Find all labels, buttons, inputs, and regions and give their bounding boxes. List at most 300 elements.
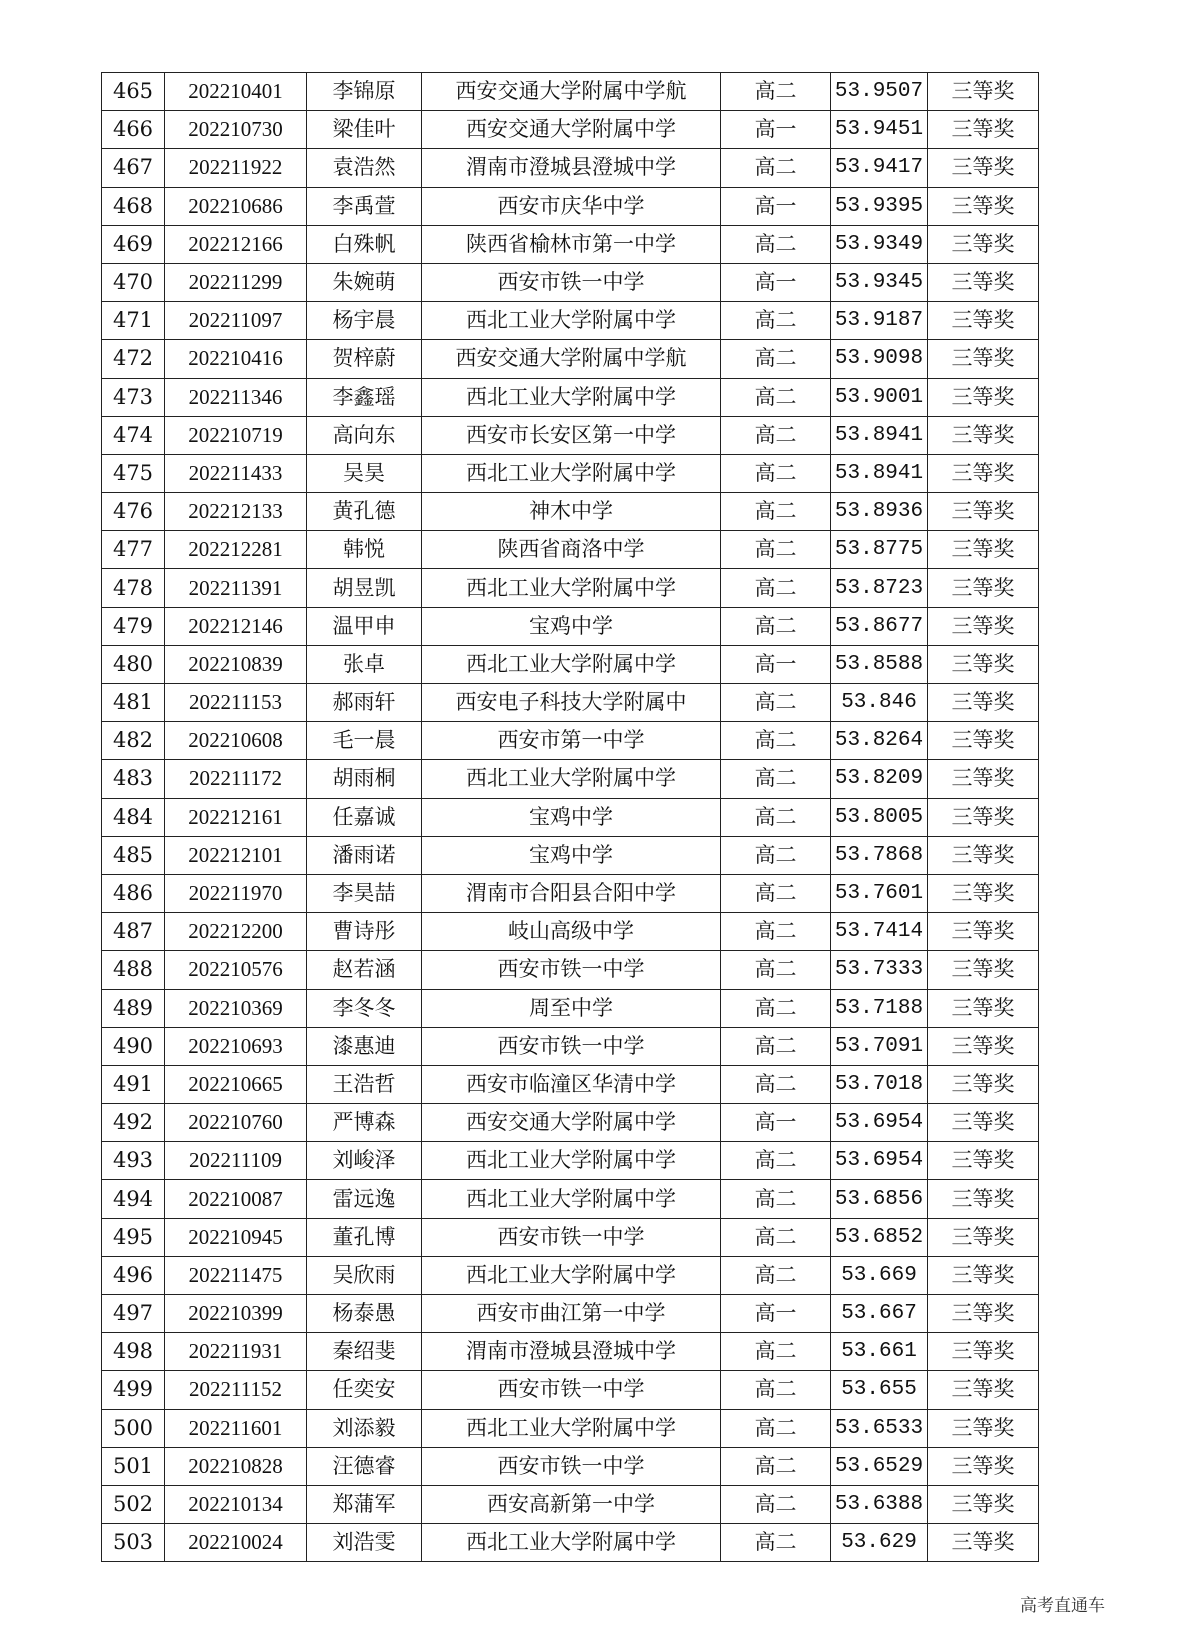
grade-cell: 高二: [721, 73, 831, 111]
rank-cell: 479: [102, 607, 165, 645]
table-row: [102, 722, 1039, 760]
student-id-cell: 202211970: [165, 874, 307, 912]
student-id-cell: 202210134: [165, 1485, 307, 1523]
watermark-label: 高考直通车: [1020, 1596, 1105, 1616]
school-cell: 宝鸡中学: [422, 836, 721, 874]
table-row: [102, 1180, 1039, 1218]
school-cell: 西北工业大学附属中学: [422, 378, 721, 416]
grade-cell: 高一: [721, 111, 831, 149]
rank-cell: 501: [102, 1447, 165, 1485]
student-name-cell: 吴欣雨: [307, 1256, 422, 1294]
school-cell: 西安市铁一中学: [422, 1371, 721, 1409]
student-id-cell: 202211152: [165, 1371, 307, 1409]
student-id-cell: 202210399: [165, 1295, 307, 1333]
student-name-cell: 刘浩雯: [307, 1524, 422, 1562]
grade-cell: 高二: [721, 1524, 831, 1562]
award-cell: 三等奖: [928, 225, 1039, 263]
student-id-cell: 202210401: [165, 73, 307, 111]
student-id-cell: 202212166: [165, 225, 307, 263]
table-row: [102, 1295, 1039, 1333]
student-id-cell: 202211299: [165, 263, 307, 301]
score-cell: 53.7091: [831, 1027, 928, 1065]
rank-cell: 483: [102, 760, 165, 798]
grade-cell: 高二: [721, 1027, 831, 1065]
student-id-cell: 202210024: [165, 1524, 307, 1562]
table-row: [102, 951, 1039, 989]
school-cell: 西安市临潼区华清中学: [422, 1065, 721, 1103]
score-cell: 53.9345: [831, 263, 928, 301]
score-cell: 53.661: [831, 1333, 928, 1371]
rank-cell: 500: [102, 1409, 165, 1447]
student-id-cell: 202210608: [165, 722, 307, 760]
school-cell: 陕西省商洛中学: [422, 531, 721, 569]
award-cell: 三等奖: [928, 836, 1039, 874]
table-row: [102, 1524, 1039, 1562]
award-cell: 三等奖: [928, 378, 1039, 416]
score-cell: 53.6856: [831, 1180, 928, 1218]
school-cell: 西安市长安区第一中学: [422, 416, 721, 454]
school-cell: 西北工业大学附属中学: [422, 454, 721, 492]
grade-cell: 高二: [721, 1409, 831, 1447]
school-cell: 西安市铁一中学: [422, 1027, 721, 1065]
award-cell: 三等奖: [928, 989, 1039, 1027]
student-name-cell: 郑蒲军: [307, 1485, 422, 1523]
rank-cell: 473: [102, 378, 165, 416]
student-id-cell: 202212161: [165, 798, 307, 836]
school-cell: 西安市铁一中学: [422, 1447, 721, 1485]
rank-cell: 487: [102, 913, 165, 951]
award-cell: 三等奖: [928, 416, 1039, 454]
award-cell: 三等奖: [928, 1104, 1039, 1142]
grade-cell: 高二: [721, 1180, 831, 1218]
score-cell: 53.8677: [831, 607, 928, 645]
award-cell: 三等奖: [928, 569, 1039, 607]
student-name-cell: 刘添毅: [307, 1409, 422, 1447]
award-cell: 三等奖: [928, 798, 1039, 836]
table-row: [102, 645, 1039, 683]
rank-cell: 484: [102, 798, 165, 836]
grade-cell: 高二: [721, 722, 831, 760]
award-cell: 三等奖: [928, 302, 1039, 340]
rank-cell: 470: [102, 263, 165, 301]
table-row: [102, 1333, 1039, 1371]
rank-cell: 502: [102, 1485, 165, 1523]
award-cell: 三等奖: [928, 1218, 1039, 1256]
grade-cell: 高二: [721, 493, 831, 531]
student-id-cell: 202210686: [165, 187, 307, 225]
table-row: [102, 149, 1039, 187]
student-name-cell: 毛一晨: [307, 722, 422, 760]
award-cell: 三等奖: [928, 913, 1039, 951]
student-name-cell: 朱婉萌: [307, 263, 422, 301]
student-name-cell: 袁浩然: [307, 149, 422, 187]
score-cell: 53.9001: [831, 378, 928, 416]
school-cell: 渭南市澄城县澄城中学: [422, 1333, 721, 1371]
student-name-cell: 雷远逸: [307, 1180, 422, 1218]
student-id-cell: 202210693: [165, 1027, 307, 1065]
award-cell: 三等奖: [928, 1256, 1039, 1294]
score-cell: 53.9451: [831, 111, 928, 149]
student-name-cell: 潘雨诺: [307, 836, 422, 874]
grade-cell: 高二: [721, 1447, 831, 1485]
rank-cell: 497: [102, 1295, 165, 1333]
rank-cell: 489: [102, 989, 165, 1027]
student-name-cell: 杨泰愚: [307, 1295, 422, 1333]
school-cell: 西安市第一中学: [422, 722, 721, 760]
student-name-cell: 李昊喆: [307, 874, 422, 912]
school-cell: 西北工业大学附属中学: [422, 302, 721, 340]
student-name-cell: 任嘉诚: [307, 798, 422, 836]
award-cell: 三等奖: [928, 1142, 1039, 1180]
score-cell: 53.669: [831, 1256, 928, 1294]
grade-cell: 高二: [721, 340, 831, 378]
student-id-cell: 202212281: [165, 531, 307, 569]
student-id-cell: 202212133: [165, 493, 307, 531]
table-row: [102, 1447, 1039, 1485]
school-cell: 周至中学: [422, 989, 721, 1027]
award-cell: 三等奖: [928, 149, 1039, 187]
school-cell: 西安交通大学附属中学: [422, 1104, 721, 1142]
grade-cell: 高二: [721, 302, 831, 340]
award-cell: 三等奖: [928, 493, 1039, 531]
score-cell: 53.8941: [831, 454, 928, 492]
grade-cell: 高一: [721, 1104, 831, 1142]
student-name-cell: 王浩哲: [307, 1065, 422, 1103]
rank-cell: 466: [102, 111, 165, 149]
table-row: [102, 1409, 1039, 1447]
school-cell: 渭南市合阳县合阳中学: [422, 874, 721, 912]
table-row: [102, 73, 1039, 111]
score-cell: 53.9187: [831, 302, 928, 340]
grade-cell: 高二: [721, 989, 831, 1027]
results-table: [101, 72, 1039, 1562]
award-cell: 三等奖: [928, 1065, 1039, 1103]
table-row: [102, 340, 1039, 378]
score-cell: 53.7018: [831, 1065, 928, 1103]
school-cell: 宝鸡中学: [422, 607, 721, 645]
student-name-cell: 梁佳叶: [307, 111, 422, 149]
award-cell: 三等奖: [928, 454, 1039, 492]
score-cell: 53.8005: [831, 798, 928, 836]
table-row: [102, 454, 1039, 492]
student-id-cell: 202210576: [165, 951, 307, 989]
student-id-cell: 202212146: [165, 607, 307, 645]
student-id-cell: 202211931: [165, 1333, 307, 1371]
rank-cell: 471: [102, 302, 165, 340]
grade-cell: 高二: [721, 684, 831, 722]
score-cell: 53.9098: [831, 340, 928, 378]
student-id-cell: 202212101: [165, 836, 307, 874]
grade-cell: 高二: [721, 951, 831, 989]
rank-cell: 499: [102, 1371, 165, 1409]
award-cell: 三等奖: [928, 607, 1039, 645]
student-id-cell: 202212200: [165, 913, 307, 951]
grade-cell: 高二: [721, 569, 831, 607]
table-row: [102, 684, 1039, 722]
score-cell: 53.8209: [831, 760, 928, 798]
award-cell: 三等奖: [928, 645, 1039, 683]
table-row: [102, 760, 1039, 798]
score-cell: 53.846: [831, 684, 928, 722]
student-name-cell: 漆惠迪: [307, 1027, 422, 1065]
rank-cell: 494: [102, 1180, 165, 1218]
school-cell: 神木中学: [422, 493, 721, 531]
grade-cell: 高二: [721, 378, 831, 416]
table-row: [102, 493, 1039, 531]
score-cell: 53.6533: [831, 1409, 928, 1447]
score-cell: 53.9507: [831, 73, 928, 111]
table-row: [102, 1142, 1039, 1180]
score-cell: 53.6388: [831, 1485, 928, 1523]
table-row: [102, 225, 1039, 263]
score-cell: 53.6852: [831, 1218, 928, 1256]
score-cell: 53.629: [831, 1524, 928, 1562]
student-name-cell: 李锦原: [307, 73, 422, 111]
table-row: [102, 1371, 1039, 1409]
table-row: [102, 111, 1039, 149]
school-cell: 西北工业大学附属中学: [422, 569, 721, 607]
table-row: [102, 302, 1039, 340]
table-row: [102, 263, 1039, 301]
score-cell: 53.7333: [831, 951, 928, 989]
school-cell: 西北工业大学附属中学: [422, 645, 721, 683]
rank-cell: 503: [102, 1524, 165, 1562]
student-name-cell: 温甲申: [307, 607, 422, 645]
school-cell: 西安交通大学附属中学航: [422, 73, 721, 111]
student-name-cell: 任奕安: [307, 1371, 422, 1409]
student-id-cell: 202210665: [165, 1065, 307, 1103]
school-cell: 宝鸡中学: [422, 798, 721, 836]
student-id-cell: 202210760: [165, 1104, 307, 1142]
rank-cell: 492: [102, 1104, 165, 1142]
score-cell: 53.7601: [831, 874, 928, 912]
student-name-cell: 郝雨轩: [307, 684, 422, 722]
grade-cell: 高二: [721, 1142, 831, 1180]
grade-cell: 高二: [721, 836, 831, 874]
table-row: [102, 1485, 1039, 1523]
student-name-cell: 吴昊: [307, 454, 422, 492]
award-cell: 三等奖: [928, 1180, 1039, 1218]
table-row: [102, 1104, 1039, 1142]
school-cell: 西安市庆华中学: [422, 187, 721, 225]
grade-cell: 高二: [721, 1333, 831, 1371]
student-id-cell: 202210719: [165, 416, 307, 454]
rank-cell: 472: [102, 340, 165, 378]
award-cell: 三等奖: [928, 263, 1039, 301]
grade-cell: 高二: [721, 798, 831, 836]
student-id-cell: 202210087: [165, 1180, 307, 1218]
school-cell: 西北工业大学附属中学: [422, 1142, 721, 1180]
school-cell: 西安市铁一中学: [422, 1218, 721, 1256]
school-cell: 西安市曲江第一中学: [422, 1295, 721, 1333]
grade-cell: 高二: [721, 225, 831, 263]
student-id-cell: 202211109: [165, 1142, 307, 1180]
student-id-cell: 202211922: [165, 149, 307, 187]
school-cell: 陕西省榆林市第一中学: [422, 225, 721, 263]
rank-cell: 476: [102, 493, 165, 531]
student-id-cell: 202211433: [165, 454, 307, 492]
score-cell: 53.6954: [831, 1142, 928, 1180]
grade-cell: 高二: [721, 149, 831, 187]
rank-cell: 491: [102, 1065, 165, 1103]
student-name-cell: 高向东: [307, 416, 422, 454]
award-cell: 三等奖: [928, 1295, 1039, 1333]
score-cell: 53.8264: [831, 722, 928, 760]
grade-cell: 高二: [721, 531, 831, 569]
score-cell: 53.9417: [831, 149, 928, 187]
rank-cell: 486: [102, 874, 165, 912]
school-cell: 西北工业大学附属中学: [422, 1256, 721, 1294]
rank-cell: 495: [102, 1218, 165, 1256]
student-name-cell: 董孔博: [307, 1218, 422, 1256]
score-cell: 53.8936: [831, 493, 928, 531]
school-cell: 西安交通大学附属中学: [422, 111, 721, 149]
award-cell: 三等奖: [928, 1524, 1039, 1562]
score-cell: 53.7868: [831, 836, 928, 874]
student-id-cell: 202210369: [165, 989, 307, 1027]
award-cell: 三等奖: [928, 73, 1039, 111]
score-cell: 53.8723: [831, 569, 928, 607]
grade-cell: 高二: [721, 760, 831, 798]
school-cell: 西北工业大学附属中学: [422, 760, 721, 798]
school-cell: 西北工业大学附属中学: [422, 1180, 721, 1218]
award-cell: 三等奖: [928, 951, 1039, 989]
award-cell: 三等奖: [928, 111, 1039, 149]
student-name-cell: 张卓: [307, 645, 422, 683]
grade-cell: 高二: [721, 913, 831, 951]
student-id-cell: 202211097: [165, 302, 307, 340]
student-id-cell: 202211475: [165, 1256, 307, 1294]
grade-cell: 高二: [721, 874, 831, 912]
student-name-cell: 黄孔德: [307, 493, 422, 531]
score-cell: 53.7414: [831, 913, 928, 951]
student-id-cell: 202211172: [165, 760, 307, 798]
award-cell: 三等奖: [928, 1371, 1039, 1409]
school-cell: 西安高新第一中学: [422, 1485, 721, 1523]
school-cell: 西安电子科技大学附属中: [422, 684, 721, 722]
score-cell: 53.9395: [831, 187, 928, 225]
grade-cell: 高二: [721, 607, 831, 645]
score-cell: 53.6529: [831, 1447, 928, 1485]
school-cell: 渭南市澄城县澄城中学: [422, 149, 721, 187]
table-row: [102, 187, 1039, 225]
award-cell: 三等奖: [928, 340, 1039, 378]
student-name-cell: 韩悦: [307, 531, 422, 569]
grade-cell: 高一: [721, 263, 831, 301]
table-row: [102, 1027, 1039, 1065]
school-cell: 西北工业大学附属中学: [422, 1524, 721, 1562]
student-name-cell: 李冬冬: [307, 989, 422, 1027]
table-row: [102, 989, 1039, 1027]
student-id-cell: 202210730: [165, 111, 307, 149]
rank-cell: 498: [102, 1333, 165, 1371]
grade-cell: 高二: [721, 1485, 831, 1523]
rank-cell: 478: [102, 569, 165, 607]
award-cell: 三等奖: [928, 1333, 1039, 1371]
student-name-cell: 李鑫瑶: [307, 378, 422, 416]
rank-cell: 474: [102, 416, 165, 454]
student-id-cell: 202211391: [165, 569, 307, 607]
student-name-cell: 秦绍斐: [307, 1333, 422, 1371]
table-row: [102, 913, 1039, 951]
award-cell: 三等奖: [928, 531, 1039, 569]
score-cell: 53.8588: [831, 645, 928, 683]
table-row: [102, 531, 1039, 569]
school-cell: 西安交通大学附属中学航: [422, 340, 721, 378]
table-row: [102, 1218, 1039, 1256]
student-id-cell: 202210839: [165, 645, 307, 683]
rank-cell: 469: [102, 225, 165, 263]
grade-cell: 高二: [721, 1256, 831, 1294]
award-cell: 三等奖: [928, 684, 1039, 722]
grade-cell: 高一: [721, 1295, 831, 1333]
table-row: [102, 607, 1039, 645]
table-row: [102, 1065, 1039, 1103]
student-id-cell: 202211346: [165, 378, 307, 416]
results-table-body: [102, 73, 1039, 1562]
score-cell: 53.8775: [831, 531, 928, 569]
table-row: [102, 416, 1039, 454]
score-cell: 53.9349: [831, 225, 928, 263]
rank-cell: 485: [102, 836, 165, 874]
award-cell: 三等奖: [928, 1409, 1039, 1447]
rank-cell: 480: [102, 645, 165, 683]
school-cell: 西安市铁一中学: [422, 263, 721, 301]
student-name-cell: 李禹萱: [307, 187, 422, 225]
award-cell: 三等奖: [928, 722, 1039, 760]
award-cell: 三等奖: [928, 1027, 1039, 1065]
rank-cell: 488: [102, 951, 165, 989]
rank-cell: 468: [102, 187, 165, 225]
rank-cell: 493: [102, 1142, 165, 1180]
grade-cell: 高二: [721, 1371, 831, 1409]
score-cell: 53.7188: [831, 989, 928, 1027]
award-cell: 三等奖: [928, 1485, 1039, 1523]
award-cell: 三等奖: [928, 874, 1039, 912]
student-name-cell: 贺梓蔚: [307, 340, 422, 378]
school-cell: 西北工业大学附属中学: [422, 1409, 721, 1447]
rank-cell: 481: [102, 684, 165, 722]
student-id-cell: 202211601: [165, 1409, 307, 1447]
student-id-cell: 202211153: [165, 684, 307, 722]
student-name-cell: 刘峻泽: [307, 1142, 422, 1180]
student-id-cell: 202210416: [165, 340, 307, 378]
rank-cell: 482: [102, 722, 165, 760]
score-cell: 53.655: [831, 1371, 928, 1409]
student-name-cell: 严博森: [307, 1104, 422, 1142]
rank-cell: 490: [102, 1027, 165, 1065]
rank-cell: 496: [102, 1256, 165, 1294]
student-name-cell: 胡昱凯: [307, 569, 422, 607]
school-cell: 西安市铁一中学: [422, 951, 721, 989]
student-name-cell: 曹诗彤: [307, 913, 422, 951]
student-name-cell: 胡雨桐: [307, 760, 422, 798]
score-cell: 53.667: [831, 1295, 928, 1333]
student-id-cell: 202210828: [165, 1447, 307, 1485]
rank-cell: 477: [102, 531, 165, 569]
table-row: [102, 569, 1039, 607]
table-row: [102, 378, 1039, 416]
results-sheet: [101, 72, 1039, 1562]
student-name-cell: 赵若涵: [307, 951, 422, 989]
table-row: [102, 798, 1039, 836]
school-cell: 岐山高级中学: [422, 913, 721, 951]
award-cell: 三等奖: [928, 1447, 1039, 1485]
award-cell: 三等奖: [928, 760, 1039, 798]
grade-cell: 高一: [721, 645, 831, 683]
table-row: [102, 874, 1039, 912]
score-cell: 53.6954: [831, 1104, 928, 1142]
